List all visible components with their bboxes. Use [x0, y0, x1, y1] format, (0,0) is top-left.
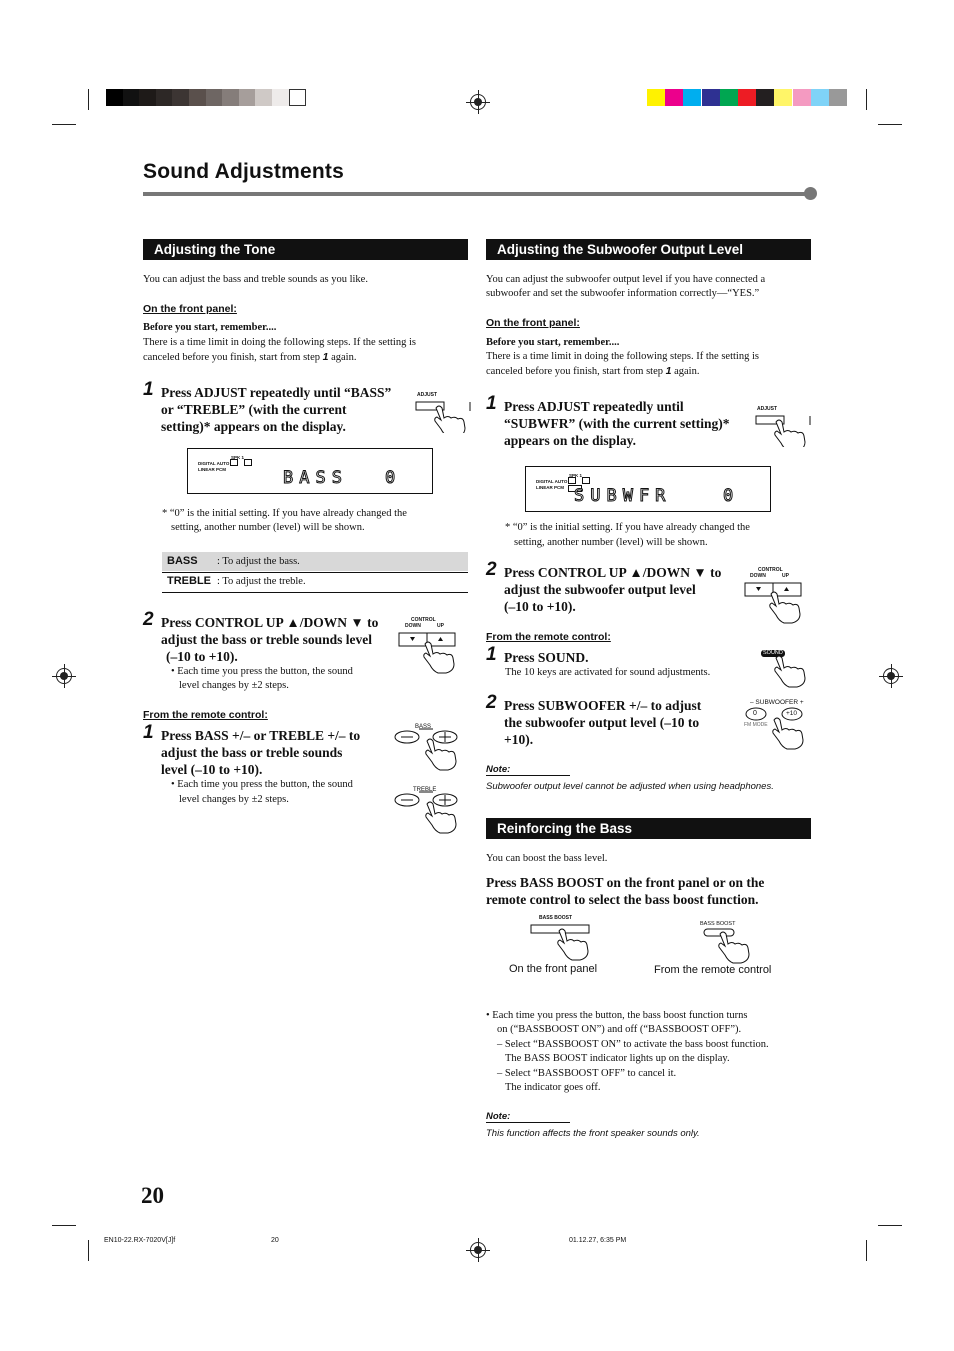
- bass-dash-1a: – Select “BASSBOOST ON” to activate the bass boost function.: [497, 1039, 769, 1050]
- bass-boost-remote-button-illustration: BASS BOOST: [700, 920, 756, 964]
- hand-press-icon: [393, 723, 459, 773]
- tone-intro: You can adjust the bass and treble sounds as you like.: [143, 274, 368, 285]
- bass-remote-caption: From the remote control: [654, 964, 772, 976]
- sub-remote-step2-number: 2: [486, 692, 497, 713]
- tone-remote-step1-number: 1: [143, 722, 154, 743]
- sound-button-illustration: SOUND: [760, 648, 810, 692]
- bass-note-text: This function affects the front speaker sounds only.: [486, 1128, 700, 1139]
- footer-file: EN10-22.RX-7020V[J]f: [104, 1237, 176, 1244]
- sub-step1-number: 1: [486, 393, 497, 414]
- registration-mark-top: [470, 94, 486, 110]
- sub-adjust-button-illustration: ADJUST: [754, 405, 812, 447]
- bass-boost-front-button-illustration: BASS BOOST: [529, 914, 595, 962]
- control-up-down-illustration: CONTROL DOWN UP: [397, 616, 459, 674]
- grayscale-swatch: [156, 89, 173, 106]
- tone-table-row-treble: TREBLE : To adjust the treble.: [167, 575, 306, 587]
- grayscale-swatch: [189, 89, 206, 106]
- grayscale-swatch: [139, 89, 156, 106]
- process-color-swatch: [665, 89, 683, 106]
- tone-display-value: 0: [385, 468, 402, 488]
- sub-remote-step1-text: Press SOUND.: [504, 650, 589, 665]
- hand-press-icon: [754, 405, 812, 447]
- process-color-swatch: [811, 89, 829, 106]
- hand-press-icon: [393, 786, 459, 836]
- bass-instruction: Press BASS BOOST on the front panel or on the remote control to select the bass boost function.: [486, 875, 765, 907]
- footer-page: 20: [271, 1237, 279, 1244]
- sub-remote-step2-text: Press SUBWOOFER +/– to adjust the subwoofer output level (–10 to +10).: [504, 698, 702, 747]
- tone-remote-label: From the remote control:: [143, 709, 268, 721]
- sub-display-panel: SPK 1 DIGITAL AUTO LINEAR PCM SUBWFR 0: [525, 466, 771, 512]
- process-color-swatch: [774, 89, 792, 106]
- bass-plus-minus-illustration: BASS: [393, 723, 459, 773]
- title-rule: [143, 192, 808, 196]
- process-color-swatch: [702, 89, 720, 106]
- subwoofer-plus-minus-illustration: – SUBWOOFER + 0 +10 FM MODE: [744, 698, 808, 750]
- tone-remote-bullet-2: level changes by ±2 steps.: [179, 794, 289, 805]
- sub-step1-text: Press ADJUST repeatedly until “SUBWFR” (with the current setting)* appears on the display.: [504, 399, 730, 448]
- grayscale-swatch: [272, 89, 289, 106]
- grayscale-swatch: [123, 89, 140, 106]
- sub-step2-text: Press CONTROL UP ▲/DOWN ▼ to adjust the subwoofer output level (–10 to +10).: [504, 565, 722, 614]
- sub-intro-1: You can adjust the subwoofer output level if you have connected a: [486, 274, 766, 285]
- sub-display-text: SUBWFR: [574, 486, 672, 506]
- sub-remote-step1-number: 1: [486, 644, 497, 665]
- registration-mark-left: [56, 668, 72, 684]
- sub-note-label: Note:: [486, 764, 570, 776]
- registration-mark-bottom: [470, 1242, 486, 1258]
- sub-note-text: Subwoofer output level cannot be adjusted when using headphones.: [486, 781, 774, 792]
- section-heading-subwoofer: Adjusting the Subwoofer Output Level: [486, 239, 811, 260]
- bass-intro: You can boost the bass level.: [486, 853, 608, 864]
- sub-intro-2: subwoofer and set the subwoofer information correctly—“YES.”: [486, 288, 760, 299]
- sub-before-text-1: There is a time limit in doing the following steps. If the setting is: [486, 351, 759, 362]
- grayscale-swatch: [106, 89, 123, 106]
- hand-press-icon: [700, 920, 756, 964]
- bass-bullet-1: • Each time you press the button, the bass boost function turns: [486, 1010, 748, 1021]
- sub-footnote-2: setting, another number (level) will be shown.: [514, 537, 708, 548]
- adjust-button-illustration: ADJUST: [414, 391, 472, 433]
- grayscale-swatch: [255, 89, 272, 106]
- hand-press-icon: [744, 566, 806, 624]
- tone-step1-text: Press ADJUST repeatedly until “BASS” or “TREBLE” (with the current setting)* appears on the display.: [161, 385, 392, 434]
- title-rule-dot: [804, 187, 817, 200]
- tone-footnote-1: * “0” is the initial setting. If you have already changed the: [162, 508, 407, 519]
- process-color-swatch: [793, 89, 811, 106]
- tone-remote-bullet-1: • Each time you press the button, the sound: [171, 779, 353, 790]
- tone-remote-step1-text: Press BASS +/– or TREBLE +/– to adjust the bass or treble sounds level (–10 to +10).: [161, 728, 361, 777]
- tone-table-row-bass: BASS : To adjust the bass.: [162, 552, 468, 571]
- tone-front-panel-label: On the front panel:: [143, 303, 237, 315]
- page-number: 20: [141, 1183, 164, 1208]
- grayscale-swatch: [206, 89, 223, 106]
- hand-press-icon: [529, 914, 595, 962]
- sub-display-value: 0: [723, 486, 740, 506]
- section-heading-tone: Adjusting the Tone: [143, 239, 468, 260]
- tone-step2-text: Press CONTROL UP ▲/DOWN ▼ to adjust the bass or treble sounds level (–10 to +10).: [161, 615, 379, 664]
- sub-control-up-down-illustration: CONTROL DOWN UP: [744, 566, 806, 624]
- tone-step1-number: 1: [143, 379, 154, 400]
- tone-step2-number: 2: [143, 609, 154, 630]
- sub-remote-label: From the remote control:: [486, 631, 611, 643]
- tone-footnote-2: setting, another number (level) will be shown.: [171, 522, 365, 533]
- grayscale-swatch: [172, 89, 189, 106]
- tone-before-text-2: canceled before you finish, start from step 1 again.: [143, 351, 357, 363]
- grayscale-swatch: [239, 89, 256, 106]
- process-color-swatch: [829, 89, 847, 106]
- tone-display-text: BASS: [283, 468, 348, 488]
- tone-before-text-1: There is a time limit in doing the following steps. If the setting is: [143, 337, 416, 348]
- sub-remote-step1-sub: The 10 keys are activated for sound adjustments.: [505, 667, 711, 678]
- tone-before-label: Before you start, remember....: [143, 322, 277, 333]
- grayscale-swatch: [289, 89, 306, 106]
- tone-step2-bullet-2: level changes by ±2 steps.: [179, 680, 289, 691]
- treble-plus-minus-illustration: TREBLE: [393, 786, 459, 836]
- section-heading-bass-boost: Reinforcing the Bass: [486, 818, 811, 839]
- sub-front-panel-label: On the front panel:: [486, 317, 580, 329]
- hand-press-icon: [397, 616, 459, 674]
- bass-bullet-2: on (“BASSBOOST ON”) and off (“BASSBOOST OFF”).: [497, 1024, 742, 1035]
- bass-front-caption: On the front panel: [509, 963, 598, 975]
- sub-before-label: Before you start, remember....: [486, 337, 620, 348]
- bass-dash-2b: The indicator goes off.: [505, 1082, 601, 1093]
- process-color-swatch: [683, 89, 701, 106]
- registration-mark-right: [883, 668, 899, 684]
- sub-before-text-2: canceled before you finish, start from step 1 again.: [486, 365, 700, 377]
- page-title: Sound Adjustments: [143, 160, 344, 183]
- tone-display-panel: SPK 1 DIGITAL AUTO LINEAR PCM BASS 0: [187, 448, 433, 494]
- process-color-swatch: [720, 89, 738, 106]
- process-color-swatch: [756, 89, 774, 106]
- bass-dash-1b: The BASS BOOST indicator lights up on the display.: [505, 1053, 730, 1064]
- sub-footnote-1: * “0” is the initial setting. If you have already changed the: [505, 522, 750, 533]
- process-color-swatch: [738, 89, 756, 106]
- tone-step2-bullet-1: • Each time you press the button, the sound: [171, 666, 353, 677]
- process-color-swatch: [647, 89, 665, 106]
- hand-press-icon: [414, 391, 472, 433]
- footer-timestamp: 01.12.27, 6:35 PM: [569, 1237, 627, 1244]
- grayscale-swatch: [222, 89, 239, 106]
- bass-dash-2a: – Select “BASSBOOST OFF” to cancel it.: [497, 1068, 677, 1079]
- sub-step2-number: 2: [486, 559, 497, 580]
- bass-note-label: Note:: [486, 1111, 570, 1123]
